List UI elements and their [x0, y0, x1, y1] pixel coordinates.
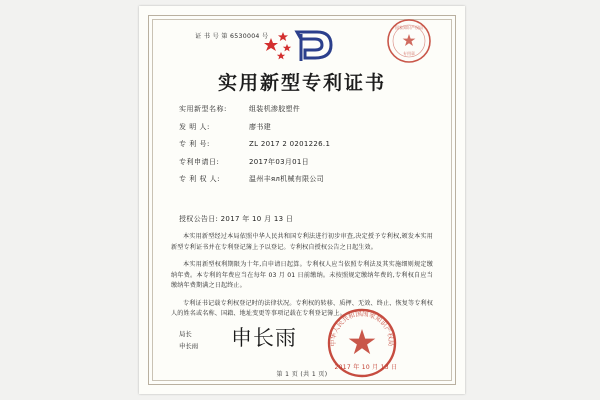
director-signature: 申长雨	[231, 326, 297, 350]
field-value-patentee: 温州丰ял机械有限公司	[249, 175, 324, 183]
certificate-fields	[179, 104, 429, 192]
svg-text:专用章: 专用章	[403, 51, 415, 56]
page-title: 实用新型专利证书	[217, 72, 386, 94]
field-value-patent-number: ZL 2017 2 0201226.1	[249, 140, 331, 148]
director-labels	[179, 328, 198, 352]
body-paragraph-3: 专利证书记载专利权登记时的法律状况。专利权的转移、质押、无效、终止、恢复等专利权人的姓名或名称、国籍、地址变更等事项记载在专利登记簿上。	[171, 299, 433, 317]
seal-date: 2017 年 10 月 13 日	[334, 364, 398, 371]
field-value-inventor: 廖书建	[249, 122, 271, 131]
director-title-label: 局长	[179, 330, 192, 338]
field-label-application-date: 专利申请日:	[179, 157, 220, 166]
grant-announcement-date: 授权公告日: 2017 年 10 月 13 日	[179, 215, 294, 223]
svg-text:中华人民共和国国家知识产权局: 中华人民共和国国家知识产权局	[328, 309, 396, 347]
svg-text:国家知识产权局: 国家知识产权局	[395, 25, 423, 30]
field-row	[179, 104, 429, 114]
field-row	[179, 174, 429, 184]
director-name-label: 申长雨	[179, 342, 199, 350]
field-label-inventor: 发 明 人:	[179, 122, 210, 131]
field-row	[179, 139, 429, 149]
ip-office-logo	[261, 28, 343, 64]
field-label-patentee: 专 利 权 人:	[179, 175, 221, 183]
field-value-utility-model-name: 组装机渗胶塑件	[249, 105, 301, 113]
field-row	[179, 122, 429, 132]
page-footer: 第 1 页 (共 1 页)	[276, 371, 328, 378]
field-row	[179, 157, 429, 167]
body-paragraph-2: 本实用新型权利期限为十年,自申请日起算。专利权人应当依照专利法及其实施细则规定缴纳年费。本专利的年费应当在每年 03 月 01 日前缴纳。未按照规定缴纳年费的,专利权自应当缴纳年费期满之日起终止。	[171, 261, 433, 289]
field-value-application-date: 2017年03月01日	[249, 157, 309, 166]
body-paragraph-1: 本实用新型经过本局依照中华人民共和国专利法进行初步审查,决定授予专利权,颁发本实用新型专利证书并在专利登记簿上予以登记。专利权自授权公告之日起生效。	[171, 233, 433, 251]
field-label-utility-model-name: 实用新型名称:	[179, 105, 227, 113]
certificate-number: 证 书 号 第 6530004 号	[195, 33, 269, 40]
field-label-patent-number: 专 利 号:	[179, 140, 210, 148]
official-seal-top	[386, 18, 432, 64]
patent-certificate-page	[139, 6, 465, 394]
